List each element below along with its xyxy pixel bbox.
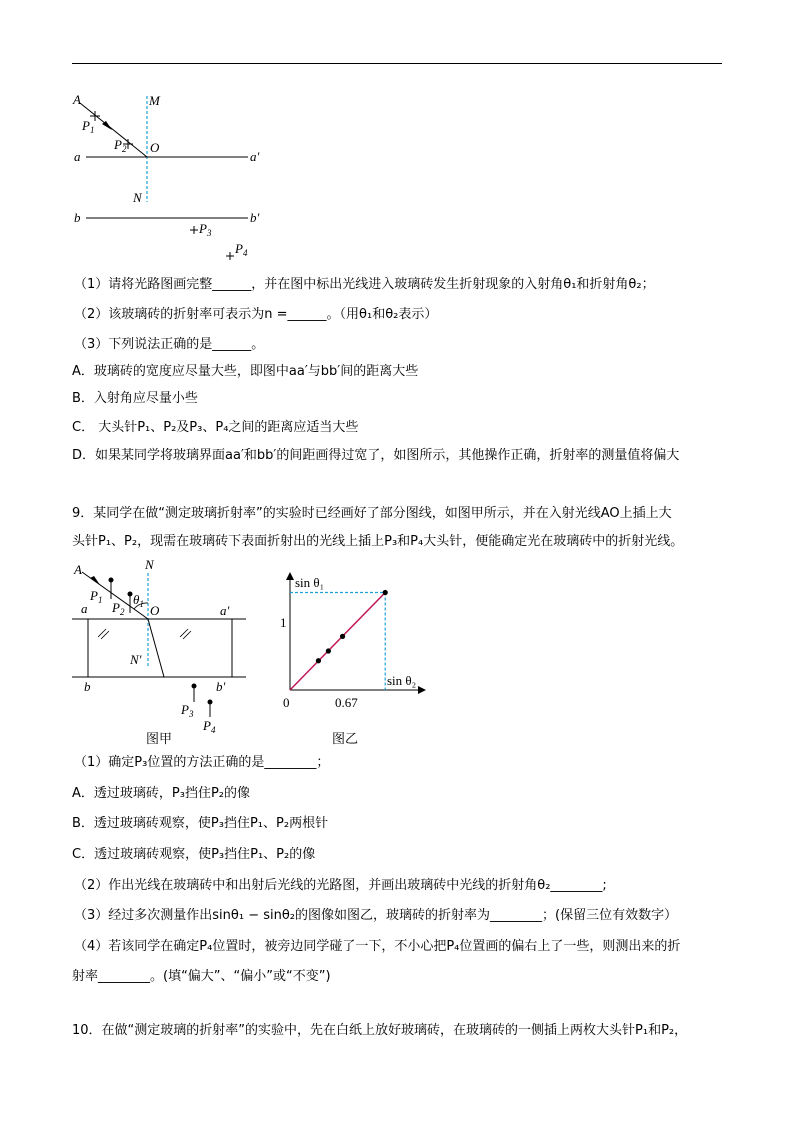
q8-line-1: （1）请将光路图画完整______，并在图中标出光线进入玻璃砖发生折射现象的入射角θ₁和折射角θ₂； — [74, 277, 655, 292]
label-P3: $P_3$ — [181, 702, 194, 719]
label-A: A — [74, 562, 82, 577]
q9-sub3: （3）经过多次测量作出sinθ₁ − sinθ₂的图像如图乙，玻璃砖的折射率为________；(保留三位有效数字） — [74, 908, 678, 923]
label-P3: $P_3$ — [199, 221, 212, 238]
fit-line — [290, 593, 385, 691]
label-b-prime: b′ — [250, 210, 260, 225]
q9-intro-2: 头针P₁、P₂，现需在玻璃砖下表面折射出的光线上插上P₃和P₄大头针，便能确定光在玻璃砖中的折射光线。 — [72, 534, 684, 549]
pins — [109, 578, 213, 718]
q9-figure-yi — [275, 565, 435, 750]
pin-marks — [90, 111, 234, 260]
q9-option-b: B．透过玻璃砖观察，使P₃挡住P₁、P₂两根针 — [72, 816, 329, 831]
label-N: N — [133, 190, 142, 205]
label-O: O — [150, 603, 160, 618]
q8-option-c: C． 大头针P₁、P₂及P₃、P₄之间的距离应适当大些 — [72, 420, 359, 435]
data-point-4 — [383, 590, 388, 595]
label-b-prime: b′ — [216, 679, 226, 694]
label-M: M — [149, 93, 160, 108]
label-N: N — [145, 557, 154, 572]
label-b: b — [74, 210, 81, 225]
caption-jia: 图甲 — [146, 731, 173, 746]
x-tick-label: 0.67 — [335, 695, 358, 710]
data-point-1 — [316, 658, 321, 663]
label-P2: $P_2$ — [114, 137, 127, 154]
label-theta1: $\theta_1$ — [133, 592, 144, 609]
header-rule — [72, 63, 722, 64]
q9-option-a: A．透过玻璃砖，P₃挡住P₂的像 — [72, 786, 250, 801]
y-axis-label: sin θ₁ — [295, 575, 325, 590]
caption-yi: 图乙 — [332, 731, 359, 746]
label-b: b — [84, 679, 91, 694]
ray-arrow-icon — [90, 576, 100, 585]
label-a-prime: a′ — [250, 149, 260, 164]
q8-option-b: B．入射角应尽量小些 — [72, 391, 198, 406]
label-a: a — [81, 601, 88, 616]
q8-figure — [70, 90, 280, 265]
label-N-prime: N′ — [130, 652, 142, 667]
q9-intro-1: 9．某同学在做“测定玻璃折射率”的实验时已经画好了部分图线，如图甲所示，并在入射光线AO上插上大 — [72, 506, 672, 521]
q8-line-3: （3）下列说法正确的是______。 — [74, 337, 265, 352]
data-point-2 — [326, 648, 331, 653]
q9-sub4-line1: （4）若该同学在确定P₄位置时，被旁边同学碰了一下，不小心把P₄位置画的偏右上了一些，则测出来的折 — [74, 939, 681, 954]
refracted-ray — [148, 619, 164, 677]
q9-sub1: （1）确定P₃位置的方法正确的是________； — [74, 755, 330, 770]
q9-figure-jia — [70, 557, 260, 749]
data-point-3 — [340, 634, 345, 639]
label-a-prime: a′ — [220, 603, 230, 618]
q9-option-c: C．透过玻璃砖观察，使P₃挡住P₁、P₂的像 — [72, 847, 316, 862]
q8-line-2: （2）该玻璃砖的折射率可表示为n =______。（用θ₁和θ₂表示） — [74, 307, 438, 322]
label-P1: $P_1$ — [82, 118, 95, 135]
q9-sub4-line2: 射率________。(填“偏大”、“偏小”或“不变”) — [72, 969, 331, 984]
label-P1: $P_1$ — [90, 588, 103, 605]
label-A: A — [73, 92, 81, 107]
origin-label: 0 — [283, 695, 290, 710]
label-O: O — [150, 140, 160, 155]
q9-sub2: （2）作出光线在玻璃砖中和出射后光线的光路图，并画出玻璃砖中光线的折射角θ₂________; — [74, 878, 607, 893]
q8-option-a: A．玻璃砖的宽度应尽量大些，即图中aa′与bb′间的距离大些 — [72, 364, 419, 379]
glass-hatch — [98, 629, 191, 639]
x-axis-label: sin θ₂ — [387, 673, 417, 688]
label-a: a — [74, 149, 81, 164]
label-P4: $P_4$ — [235, 241, 248, 258]
label-P2: $P_2$ — [112, 600, 125, 617]
y-tick-label: 1 — [280, 615, 287, 630]
q10-line: 10．在做“测定玻璃的折射率”的实验中，先在白纸上放好玻璃砖，在玻璃砖的一侧插上两枚大头针P₁和P₂， — [72, 1023, 688, 1038]
q8-option-d: D．如果某同学将玻璃界面aa′和bb′的间距画得过宽了，如图所示，其他操作正确，折射率的测量值将偏大 — [72, 448, 680, 463]
label-P4: $P_4$ — [203, 718, 216, 735]
